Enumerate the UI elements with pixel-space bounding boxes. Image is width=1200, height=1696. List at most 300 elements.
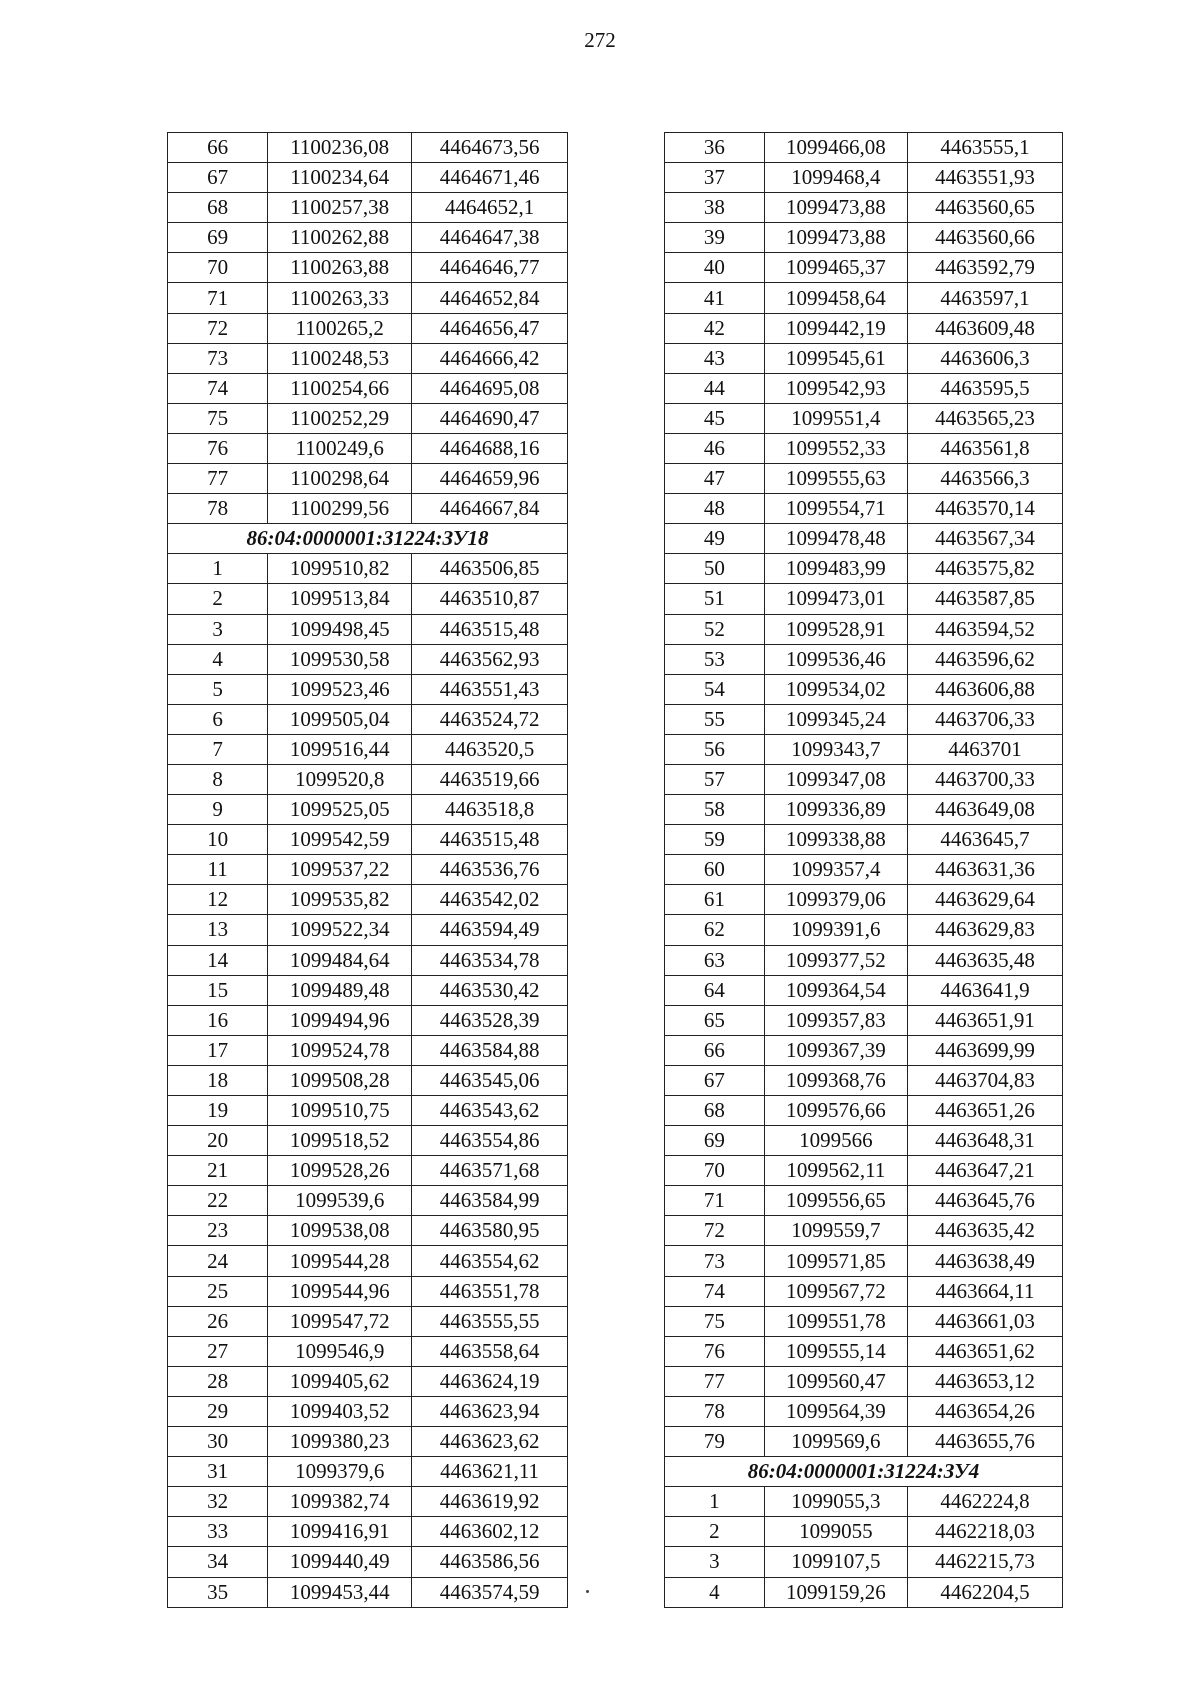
point-number-cell: 26 [168,1306,268,1336]
table-row [665,1306,1063,1336]
x-coordinate-cell: 1100262,88 [268,223,412,253]
y-coordinate-cell: 4463575,82 [907,554,1062,584]
x-coordinate-cell: 1099539,6 [268,1186,412,1216]
y-coordinate-cell: 4463661,03 [907,1306,1062,1336]
point-number-cell: 1 [168,554,268,584]
table-row [168,584,568,614]
table-row [168,1156,568,1186]
table-row [168,283,568,313]
x-coordinate-cell: 1100254,66 [268,373,412,403]
table-row [168,1366,568,1396]
table-row [168,163,568,193]
y-coordinate-cell: 4463647,21 [907,1156,1062,1186]
table-row [168,734,568,764]
y-coordinate-cell: 4463623,62 [412,1427,568,1457]
table-row [665,1035,1063,1065]
table-row [665,1246,1063,1276]
x-coordinate-cell: 1100299,56 [268,494,412,524]
y-coordinate-cell: 4463700,33 [907,764,1062,794]
table-row [665,885,1063,915]
point-number-cell: 56 [665,734,765,764]
point-number-cell: 22 [168,1186,268,1216]
table-row [168,1276,568,1306]
y-coordinate-cell: 4463570,14 [907,494,1062,524]
table-row [168,674,568,704]
x-coordinate-cell: 1099544,96 [268,1276,412,1306]
x-coordinate-cell: 1099379,06 [764,885,907,915]
table-row [665,644,1063,674]
y-coordinate-cell: 4463555,1 [907,133,1062,163]
y-coordinate-cell: 4463586,56 [412,1547,568,1577]
x-coordinate-cell: 1099368,76 [764,1065,907,1095]
point-number-cell: 44 [665,373,765,403]
point-number-cell: 11 [168,855,268,885]
point-number-cell: 28 [168,1366,268,1396]
x-coordinate-cell: 1100263,88 [268,253,412,283]
y-coordinate-cell: 4463641,9 [907,975,1062,1005]
y-coordinate-cell: 4463562,93 [412,644,568,674]
y-coordinate-cell: 4463596,62 [907,644,1062,674]
parcel-cadastral-number: 86:04:0000001:31224:ЗУ4 [665,1457,1063,1487]
table-row [168,1246,568,1276]
x-coordinate-cell: 1100236,08 [268,133,412,163]
table-row [665,1216,1063,1246]
table-row [168,1186,568,1216]
x-coordinate-cell: 1099498,45 [268,614,412,644]
y-coordinate-cell: 4463648,31 [907,1126,1062,1156]
table-row [168,1096,568,1126]
x-coordinate-cell: 1099560,47 [764,1366,907,1396]
y-coordinate-cell: 4463567,34 [907,524,1062,554]
x-coordinate-cell: 1099525,05 [268,795,412,825]
point-number-cell: 58 [665,795,765,825]
table-row [168,795,568,825]
table-row [665,163,1063,193]
table-row [665,223,1063,253]
table-row [168,855,568,885]
x-coordinate-cell: 1100249,6 [268,433,412,463]
point-number-cell: 74 [665,1276,765,1306]
section-header-row [168,524,568,554]
y-coordinate-cell: 4463635,42 [907,1216,1062,1246]
x-coordinate-cell: 1099556,65 [764,1186,907,1216]
y-coordinate-cell: 4463566,3 [907,464,1062,494]
table-row [665,253,1063,283]
y-coordinate-cell: 4463621,11 [412,1457,568,1487]
x-coordinate-cell: 1099537,22 [268,855,412,885]
x-coordinate-cell: 1099513,84 [268,584,412,614]
y-coordinate-cell: 4463551,93 [907,163,1062,193]
point-number-cell: 12 [168,885,268,915]
y-coordinate-cell: 4464671,46 [412,163,568,193]
point-number-cell: 78 [168,494,268,524]
table-row [168,554,568,584]
x-coordinate-cell: 1099547,72 [268,1306,412,1336]
point-number-cell: 74 [168,373,268,403]
point-number-cell: 62 [665,915,765,945]
y-coordinate-cell: 4464673,56 [412,133,568,163]
y-coordinate-cell: 4463592,79 [907,253,1062,283]
x-coordinate-cell: 1099510,82 [268,554,412,584]
point-number-cell: 2 [665,1517,765,1547]
y-coordinate-cell: 4463706,33 [907,704,1062,734]
x-coordinate-cell: 1099555,14 [764,1336,907,1366]
point-number-cell: 67 [168,163,268,193]
table-row [665,704,1063,734]
point-number-cell: 38 [665,193,765,223]
y-coordinate-cell: 4463606,3 [907,343,1062,373]
point-number-cell: 31 [168,1457,268,1487]
point-number-cell: 5 [168,674,268,704]
x-coordinate-cell: 1099107,5 [764,1547,907,1577]
x-coordinate-cell: 1099562,11 [764,1156,907,1186]
point-number-cell: 3 [168,614,268,644]
table-row [665,764,1063,794]
point-number-cell: 76 [168,433,268,463]
point-number-cell: 13 [168,915,268,945]
y-coordinate-cell: 4462224,8 [907,1487,1062,1517]
point-number-cell: 24 [168,1246,268,1276]
table-row [665,1366,1063,1396]
table-row [665,133,1063,163]
parcel-cadastral-number: 86:04:0000001:31224:ЗУ18 [168,524,568,554]
y-coordinate-cell: 4463623,94 [412,1396,568,1426]
x-coordinate-cell: 1099345,24 [764,704,907,734]
y-coordinate-cell: 4463580,95 [412,1216,568,1246]
x-coordinate-cell: 1099473,01 [764,584,907,614]
point-number-cell: 64 [665,975,765,1005]
y-coordinate-cell: 4463560,65 [907,193,1062,223]
table-row [665,584,1063,614]
x-coordinate-cell: 1099494,96 [268,1005,412,1035]
x-coordinate-cell: 1099403,52 [268,1396,412,1426]
point-number-cell: 67 [665,1065,765,1095]
point-number-cell: 59 [665,825,765,855]
y-coordinate-cell: 4463594,49 [412,915,568,945]
point-number-cell: 53 [665,644,765,674]
x-coordinate-cell: 1099516,44 [268,734,412,764]
point-number-cell: 72 [168,313,268,343]
x-coordinate-cell: 1099566 [764,1126,907,1156]
table-row [168,1336,568,1366]
y-coordinate-cell: 4463536,76 [412,855,568,885]
table-row [665,825,1063,855]
table-row [665,1547,1063,1577]
point-number-cell: 41 [665,283,765,313]
x-coordinate-cell: 1099559,7 [764,1216,907,1246]
table-row [168,704,568,734]
x-coordinate-cell: 1099484,64 [268,945,412,975]
table-row [168,764,568,794]
scan-speck [586,1590,589,1593]
table-row [168,1517,568,1547]
y-coordinate-cell: 4463649,08 [907,795,1062,825]
point-number-cell: 43 [665,343,765,373]
table-row [665,193,1063,223]
x-coordinate-cell: 1099552,33 [764,433,907,463]
table-row [168,1306,568,1336]
table-row [168,885,568,915]
y-coordinate-cell: 4463558,64 [412,1336,568,1366]
x-coordinate-cell: 1099542,93 [764,373,907,403]
table-row [168,1005,568,1035]
x-coordinate-cell: 1099466,08 [764,133,907,163]
table-row [665,1096,1063,1126]
y-coordinate-cell: 4463515,48 [412,614,568,644]
y-coordinate-cell: 4463651,91 [907,1005,1062,1035]
y-coordinate-cell: 4463609,48 [907,313,1062,343]
point-number-cell: 77 [168,464,268,494]
table-row [665,975,1063,1005]
table-row [665,795,1063,825]
table-row [665,1487,1063,1517]
point-number-cell: 49 [665,524,765,554]
x-coordinate-cell: 1099538,08 [268,1216,412,1246]
table-row [168,1427,568,1457]
y-coordinate-cell: 4463520,5 [412,734,568,764]
x-coordinate-cell: 1099473,88 [764,223,907,253]
y-coordinate-cell: 4463704,83 [907,1065,1062,1095]
x-coordinate-cell: 1099551,78 [764,1306,907,1336]
table-row [168,403,568,433]
y-coordinate-cell: 4463701 [907,734,1062,764]
y-coordinate-cell: 4463571,68 [412,1156,568,1186]
coordinates-table-right [664,132,1063,1608]
table-row [665,313,1063,343]
x-coordinate-cell: 1099379,6 [268,1457,412,1487]
point-number-cell: 42 [665,313,765,343]
point-number-cell: 25 [168,1276,268,1306]
y-coordinate-cell: 4463551,43 [412,674,568,704]
y-coordinate-cell: 4463619,92 [412,1487,568,1517]
point-number-cell: 60 [665,855,765,885]
coordinates-table-left-body [168,133,568,1608]
table-row [665,1276,1063,1306]
x-coordinate-cell: 1099416,91 [268,1517,412,1547]
table-row [665,614,1063,644]
y-coordinate-cell: 4463595,5 [907,373,1062,403]
point-number-cell: 29 [168,1396,268,1426]
table-row [168,1035,568,1065]
table-row [665,554,1063,584]
y-coordinate-cell: 4463565,23 [907,403,1062,433]
point-number-cell: 70 [168,253,268,283]
table-row [168,373,568,403]
y-coordinate-cell: 4464656,47 [412,313,568,343]
table-row [168,1457,568,1487]
point-number-cell: 7 [168,734,268,764]
table-row [168,433,568,463]
y-coordinate-cell: 4463574,59 [412,1577,568,1607]
y-coordinate-cell: 4463594,52 [907,614,1062,644]
table-row [168,133,568,163]
table-row [168,1396,568,1426]
point-number-cell: 30 [168,1427,268,1457]
point-number-cell: 48 [665,494,765,524]
point-number-cell: 68 [665,1096,765,1126]
y-coordinate-cell: 4463602,12 [412,1517,568,1547]
point-number-cell: 72 [665,1216,765,1246]
y-coordinate-cell: 4464659,96 [412,464,568,494]
y-coordinate-cell: 4463524,72 [412,704,568,734]
page-number: 272 [584,28,616,52]
y-coordinate-cell: 4464695,08 [412,373,568,403]
y-coordinate-cell: 4463528,39 [412,1005,568,1035]
y-coordinate-cell: 4463551,78 [412,1276,568,1306]
table-row [665,674,1063,704]
point-number-cell: 21 [168,1156,268,1186]
x-coordinate-cell: 1099546,9 [268,1336,412,1366]
y-coordinate-cell: 4463645,76 [907,1186,1062,1216]
table-row [665,1126,1063,1156]
point-number-cell: 66 [665,1035,765,1065]
table-row [665,1336,1063,1366]
y-coordinate-cell: 4463655,76 [907,1427,1062,1457]
x-coordinate-cell: 1099569,6 [764,1427,907,1457]
table-row [665,464,1063,494]
point-number-cell: 69 [168,223,268,253]
x-coordinate-cell: 1099347,08 [764,764,907,794]
point-number-cell: 2 [168,584,268,614]
y-coordinate-cell: 4463587,85 [907,584,1062,614]
table-row [665,373,1063,403]
x-coordinate-cell: 1100265,2 [268,313,412,343]
point-number-cell: 70 [665,1156,765,1186]
y-coordinate-cell: 4463515,48 [412,825,568,855]
table-row [168,494,568,524]
point-number-cell: 4 [168,644,268,674]
x-coordinate-cell: 1100263,33 [268,283,412,313]
point-number-cell: 51 [665,584,765,614]
y-coordinate-cell: 4463645,7 [907,825,1062,855]
x-coordinate-cell: 1099524,78 [268,1035,412,1065]
point-number-cell: 52 [665,614,765,644]
y-coordinate-cell: 4463606,88 [907,674,1062,704]
x-coordinate-cell: 1099458,64 [764,283,907,313]
point-number-cell: 35 [168,1577,268,1607]
point-number-cell: 17 [168,1035,268,1065]
point-number-cell: 73 [665,1246,765,1276]
x-coordinate-cell: 1099576,66 [764,1096,907,1126]
y-coordinate-cell: 4464652,1 [412,193,568,223]
table-row [665,433,1063,463]
x-coordinate-cell: 1099468,4 [764,163,907,193]
point-number-cell: 6 [168,704,268,734]
table-row [665,915,1063,945]
table-row [665,1156,1063,1186]
y-coordinate-cell: 4463519,66 [412,764,568,794]
x-coordinate-cell: 1099522,34 [268,915,412,945]
y-coordinate-cell: 4464667,84 [412,494,568,524]
y-coordinate-cell: 4463584,99 [412,1186,568,1216]
y-coordinate-cell: 4464688,16 [412,433,568,463]
table-row [168,945,568,975]
y-coordinate-cell: 4463597,1 [907,283,1062,313]
table-row [665,1186,1063,1216]
point-number-cell: 1 [665,1487,765,1517]
table-row [665,1577,1063,1607]
y-coordinate-cell: 4463506,85 [412,554,568,584]
point-number-cell: 15 [168,975,268,1005]
table-row [168,1065,568,1095]
point-number-cell: 78 [665,1396,765,1426]
point-number-cell: 77 [665,1366,765,1396]
table-row [665,494,1063,524]
point-number-cell: 3 [665,1547,765,1577]
y-coordinate-cell: 4462218,03 [907,1517,1062,1547]
y-coordinate-cell: 4463653,12 [907,1366,1062,1396]
x-coordinate-cell: 1099520,8 [268,764,412,794]
point-number-cell: 19 [168,1096,268,1126]
table-row [168,193,568,223]
y-coordinate-cell: 4464666,42 [412,343,568,373]
y-coordinate-cell: 4463651,26 [907,1096,1062,1126]
x-coordinate-cell: 1099377,52 [764,945,907,975]
point-number-cell: 69 [665,1126,765,1156]
y-coordinate-cell: 4463530,42 [412,975,568,1005]
point-number-cell: 57 [665,764,765,794]
y-coordinate-cell: 4463560,66 [907,223,1062,253]
point-number-cell: 71 [168,283,268,313]
table-row [665,1517,1063,1547]
point-number-cell: 32 [168,1487,268,1517]
point-number-cell: 73 [168,343,268,373]
y-coordinate-cell: 4463584,88 [412,1035,568,1065]
table-row [665,343,1063,373]
x-coordinate-cell: 1099357,83 [764,1005,907,1035]
x-coordinate-cell: 1099343,7 [764,734,907,764]
x-coordinate-cell: 1099159,26 [764,1577,907,1607]
table-row [168,614,568,644]
x-coordinate-cell: 1100257,38 [268,193,412,223]
section-header-row [665,1457,1063,1487]
x-coordinate-cell: 1099442,19 [764,313,907,343]
table-row [665,734,1063,764]
point-number-cell: 76 [665,1336,765,1366]
point-number-cell: 75 [168,403,268,433]
x-coordinate-cell: 1099530,58 [268,644,412,674]
y-coordinate-cell: 4463631,36 [907,855,1062,885]
x-coordinate-cell: 1099528,26 [268,1156,412,1186]
x-coordinate-cell: 1099555,63 [764,464,907,494]
x-coordinate-cell: 1099453,44 [268,1577,412,1607]
y-coordinate-cell: 4463543,62 [412,1096,568,1126]
point-number-cell: 33 [168,1517,268,1547]
point-number-cell: 4 [665,1577,765,1607]
table-row [168,464,568,494]
table-row [168,343,568,373]
x-coordinate-cell: 1099545,61 [764,343,907,373]
y-coordinate-cell: 4463545,06 [412,1065,568,1095]
x-coordinate-cell: 1099465,37 [764,253,907,283]
y-coordinate-cell: 4463554,62 [412,1246,568,1276]
x-coordinate-cell: 1099055 [764,1517,907,1547]
y-coordinate-cell: 4463555,55 [412,1306,568,1336]
x-coordinate-cell: 1099567,72 [764,1276,907,1306]
x-coordinate-cell: 1099336,89 [764,795,907,825]
x-coordinate-cell: 1099489,48 [268,975,412,1005]
point-number-cell: 8 [168,764,268,794]
x-coordinate-cell: 1099338,88 [764,825,907,855]
x-coordinate-cell: 1099542,59 [268,825,412,855]
x-coordinate-cell: 1099505,04 [268,704,412,734]
point-number-cell: 75 [665,1306,765,1336]
y-coordinate-cell: 4463638,49 [907,1246,1062,1276]
y-coordinate-cell: 4463699,99 [907,1035,1062,1065]
y-coordinate-cell: 4463635,48 [907,945,1062,975]
point-number-cell: 68 [168,193,268,223]
table-row [665,1005,1063,1035]
